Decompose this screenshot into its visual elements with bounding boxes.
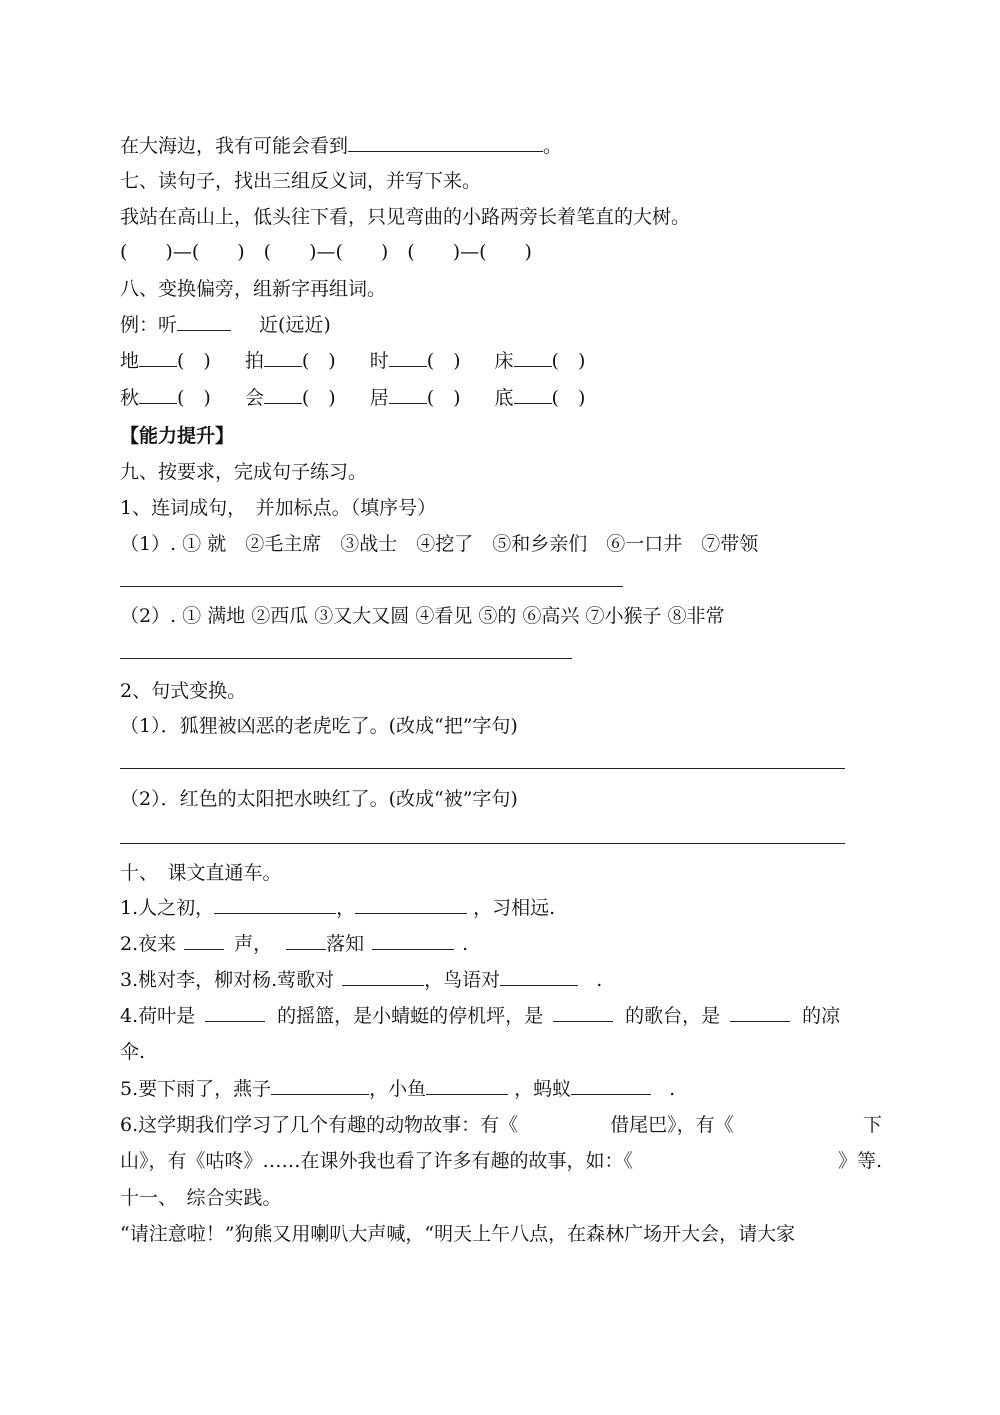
q10-4-cont: 伞. bbox=[120, 1041, 146, 1063]
answer-line-9-2-1[interactable] bbox=[120, 768, 845, 769]
q10-4: 4.荷叶是 的摇篮，是小蜻蜓的停机坪，是 的歌台，是 的凉 bbox=[120, 998, 840, 1034]
q11-text: “请注意啦！”狗熊又用喇叭大声喊，“明天上午八点，在森林广场开大会，请大家 bbox=[120, 1223, 796, 1245]
q8-title: 八、变换偏旁，组新字再组词。 bbox=[120, 278, 387, 300]
q9-1-1: （1）. ① 就 ②毛主席 ③战士 ④挖了 ⑤和乡亲们 ⑥一口井 ⑦带领 bbox=[120, 533, 759, 555]
q10-6: 6.这学期我们学习了几个有趣的动物故事：有《 借尾巴》，有《 下 bbox=[120, 1114, 882, 1136]
q9-2-2: （2）．红色的太阳把水映红了。(改成“被”字句) bbox=[120, 788, 518, 810]
q7-sentence: 我站在高山上，低头往下看，只见弯曲的小路两旁长着笔直的大树。 bbox=[120, 206, 691, 228]
blank-sea[interactable] bbox=[348, 130, 543, 152]
q8-example: 例：听 近(远近) bbox=[120, 307, 331, 343]
q8-row-1: 地 ( ) 拍 ( ) 时 ( ) 床 ( ) bbox=[120, 343, 585, 379]
q9-2-title: 2、句式变换。 bbox=[120, 680, 247, 702]
line-sea: 在大海边，我有可能会看到 。 bbox=[120, 128, 562, 164]
q8-row-2: 秋 ( ) 会 ( ) 居 ( ) 底 ( ) bbox=[120, 380, 585, 416]
answer-line-9-1-2[interactable] bbox=[120, 658, 572, 659]
q10-6-cont: 山》，有《咕咚》……在课外我也看了许多有趣的故事，如：《 》等. bbox=[120, 1150, 882, 1172]
section-ability: 【能力提升】 bbox=[120, 425, 235, 447]
q11-title: 十一、 综合实践。 bbox=[120, 1187, 282, 1209]
q10-title: 十、 课文直通车。 bbox=[120, 862, 282, 884]
q9-1-2: （2）. ① 满地 ②西瓜 ③又大又圆 ④看见 ⑤的 ⑥高兴 ⑦小猴子 ⑧非常 bbox=[120, 605, 725, 627]
q7-pairs[interactable]: ( )—( ) ( )—( ) ( )—( ) bbox=[120, 241, 532, 263]
answer-line-9-2-2[interactable] bbox=[120, 843, 845, 844]
q10-2: 2.夜来 声， 落知 . bbox=[120, 926, 468, 962]
q9-title: 九、按要求，完成句子练习。 bbox=[120, 461, 368, 483]
q10-1: 1.人之初， ， ，习相远. bbox=[120, 890, 555, 926]
q10-5: 5.要下雨了，燕子 ，小鱼 ，蚂蚁 . bbox=[120, 1071, 675, 1107]
q9-1-title: 1、连词成句， 并加标点。（填序号） bbox=[120, 497, 437, 519]
q7-title: 七、读句子，找出三组反义词，并写下来。 bbox=[120, 170, 482, 192]
answer-line-9-1-1[interactable] bbox=[120, 586, 623, 587]
q9-2-1: （1）．狐狸被凶恶的老虎吃了。(改成“把”字句) bbox=[120, 715, 518, 737]
blank-example bbox=[177, 309, 231, 331]
q10-3: 3.桃对李，柳对杨.莺歌对 ，鸟语对 . bbox=[120, 962, 602, 998]
